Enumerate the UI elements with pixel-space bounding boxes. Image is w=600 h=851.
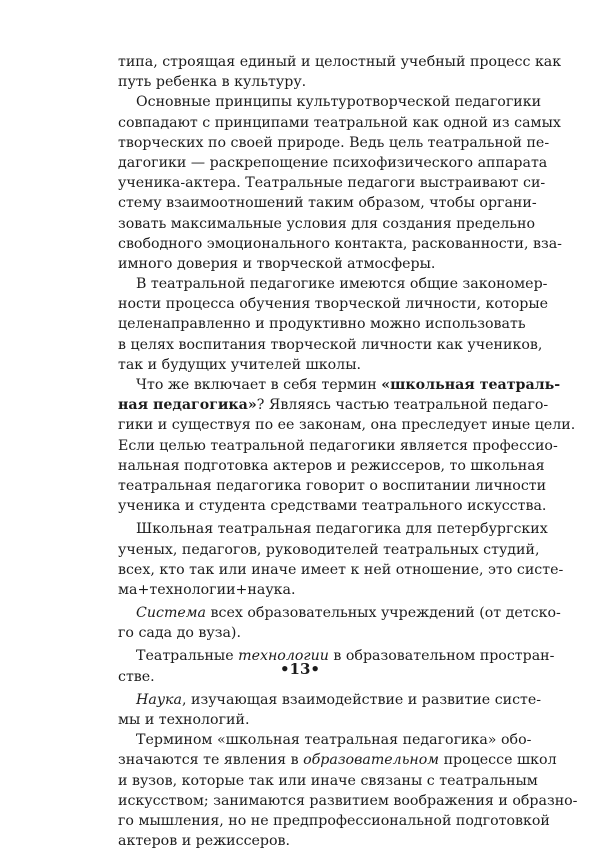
text-line <box>118 496 547 516</box>
text-line <box>118 560 564 580</box>
paragraph <box>118 52 562 92</box>
text-run: Основные принципы культуротворческой педагогики <box>136 94 542 111</box>
text-run: В театральной педагогике имеются общие закономер- <box>136 276 548 293</box>
text-run: так и будущих учителей школы. <box>118 356 361 373</box>
bold-term: ная педагогика» <box>118 397 257 414</box>
text-run: зовать максимальные условия для создания предельно <box>118 215 536 232</box>
text-run: го мышления, но не предпрофессиональной подготовкой <box>118 812 550 829</box>
text-run: актеров и режиссеров. <box>118 833 291 850</box>
page-number: •13• <box>279 660 321 678</box>
paragraph <box>118 603 561 643</box>
text-run: театральная педагогика говорит о воспитании личности <box>118 477 547 494</box>
text-run: мы и технологий. <box>118 712 250 728</box>
text-line <box>118 750 557 770</box>
text-line <box>118 436 558 456</box>
text-run: путь ребенка в культуру. <box>118 74 307 91</box>
text-run: в целях воспитания творческой личности как учеников, <box>118 336 543 353</box>
text-line <box>118 355 488 375</box>
text-run: нальная подготовка актеров и режиссеров, то школьная <box>118 457 545 474</box>
text-line <box>118 415 576 435</box>
text-line <box>118 540 540 560</box>
body-text <box>118 52 578 851</box>
bold-term: «школьная театраль- <box>381 377 561 393</box>
text-run: свободного эмоционального контакта, раскованности, вза- <box>118 235 562 252</box>
paragraph <box>118 375 576 516</box>
text-line <box>118 811 550 831</box>
text-run: стему взаимоотношений таким образом, чтобы органи- <box>118 195 537 212</box>
italic-term: технологии <box>238 648 329 665</box>
text-line <box>118 710 488 730</box>
text-run: имного доверия и творческой атмосферы. <box>118 255 436 272</box>
text-run: и вузов, которые так или иначе связаны с театральным <box>118 772 538 789</box>
text-run: ? Являясь частью театральной педаго- <box>256 397 549 414</box>
text-line <box>118 623 488 643</box>
text-run: стве. <box>118 668 155 685</box>
text-run: дагогики — раскрепощение психофизического аппарата <box>118 154 548 171</box>
text-run: типа, строящая единый и целостный учебный процесс как <box>118 54 562 70</box>
text-run: ученика-актера. Театральные педагоги выстраивают си- <box>118 175 546 192</box>
text-run: го сада до вуза). <box>118 625 241 642</box>
text-run: всех, кто так или иначе имеет к ней отношение, это систе- <box>118 561 564 578</box>
text-line <box>118 831 488 851</box>
paragraph <box>118 730 578 851</box>
text-run: в образовательном простран- <box>328 648 555 665</box>
text-line <box>118 314 526 334</box>
text-run: ма+технологии+наука. <box>118 581 296 598</box>
text-line <box>118 456 545 476</box>
text-run: гики и существуя по ее законам, она преследует иные цели. <box>118 417 576 434</box>
italic-term: Система <box>136 605 207 622</box>
text-run: Театральные <box>136 648 239 665</box>
text-line <box>118 72 488 92</box>
text-line <box>118 690 542 710</box>
text-line <box>118 214 536 234</box>
text-line <box>118 254 488 274</box>
paragraph <box>118 274 549 375</box>
text-line <box>118 335 543 355</box>
text-run: процессе школ <box>439 752 557 769</box>
text-run: ученика и студента средствами театрального искусства. <box>118 498 547 515</box>
text-line <box>118 476 547 496</box>
text-line <box>118 603 561 623</box>
text-run: совпадают с принципами театральной как одной из самых <box>118 114 561 131</box>
text-line <box>118 791 578 811</box>
text-line <box>118 173 546 193</box>
text-run: Термином «школьная театральная педагогика» обо- <box>136 732 532 749</box>
text-line <box>118 771 538 791</box>
text-line <box>118 234 562 254</box>
text-line <box>118 730 532 750</box>
paragraph <box>118 690 542 730</box>
text-line <box>118 113 561 133</box>
text-run: Школьная театральная педагогика для петербургских <box>136 521 548 538</box>
text-run: всех образовательных учреждений (от детско- <box>206 605 561 622</box>
text-run: , изучающая взаимодействие и развитие систе- <box>182 691 542 708</box>
text-line <box>118 92 542 112</box>
text-run: целенаправленно и продуктивно можно использовать <box>118 316 526 333</box>
paragraph <box>118 92 562 274</box>
text-run: Если целью театральной педагогики является профессио- <box>118 437 558 454</box>
text-line <box>118 274 548 294</box>
text-line <box>118 395 549 415</box>
paragraph <box>118 519 564 600</box>
text-line <box>118 52 562 72</box>
text-line <box>118 580 488 600</box>
text-line <box>118 294 549 314</box>
text-run: творческих по своей природе. Ведь цель театральной пе- <box>118 134 550 151</box>
text-line <box>118 519 548 539</box>
text-run: искусством; занимаются развитием воображения и образно- <box>118 792 578 809</box>
text-run: ности процесса обучения творческой личности, которые <box>118 296 549 313</box>
text-run: значаются те явления в <box>118 752 304 769</box>
text-run: ученых, педагогов, руководителей театральных студий, <box>118 541 540 558</box>
text-run: Что же включает в себя термин <box>136 377 382 393</box>
text-line <box>118 153 548 173</box>
italic-term: Наука <box>136 691 182 708</box>
text-line <box>118 375 561 395</box>
text-line <box>118 133 550 153</box>
italic-term: образовательном <box>303 752 440 769</box>
text-line <box>118 193 537 213</box>
